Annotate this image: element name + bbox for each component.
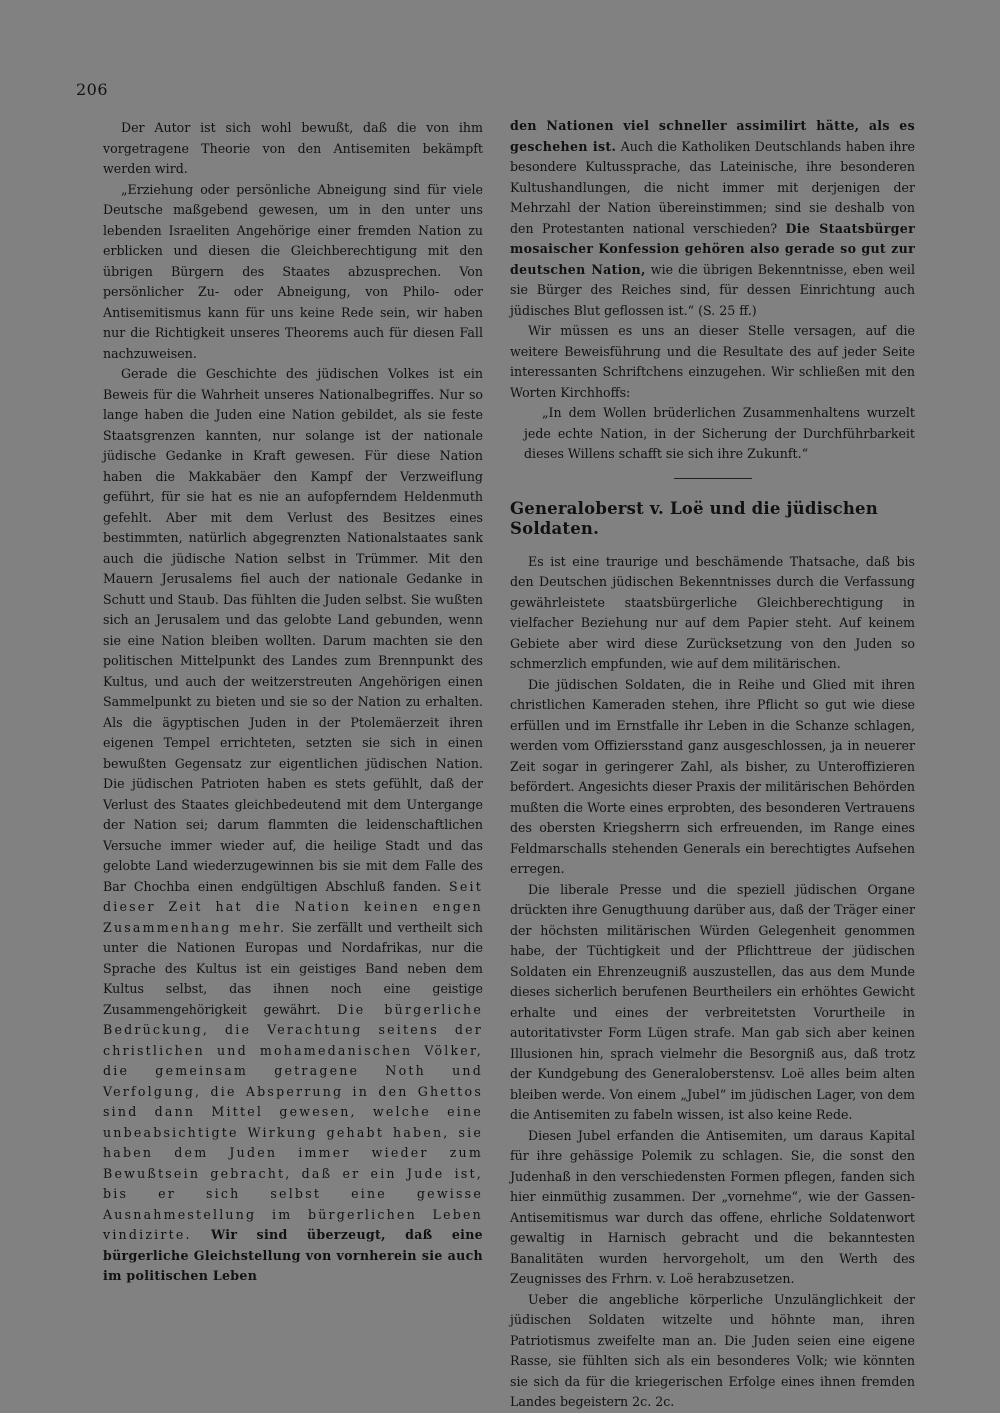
paragraph: Wir müssen es uns an dieser Stelle versagen, auf die weitere Beweisführung und die Resultate des auf jeder Seite interessanten Schriftchens einzugehen. Wir schließen mit den Worten Kirchhoffs: [510, 323, 915, 400]
paragraph-text: Gerade die Geschichte des jüdischen Volkes ist ein Beweis für die Wahrheit unseres Nationalbegriffes. Nur so lange haben die Juden eine Nation gebildet, als sie feste Staatsgrenzen kannten, nur solange ist der nationale jüdische Gedanke in Kraft gewesen. Für diese Nation haben die Makkabäer den Kampf der Verzweiflung geführt, für sie hat es nie an aufopferndem Heldenmuth gefehlt. Aber mit dem Verlust des Besitzes eines bestimmten, natürlich abgegrenzten Nationalstaates sank auch die jüdische Nation selbst in Trümmer. Mit den Mauern Jerusalems fiel auch der nationale Gedanke in Schutt und Staub. Das fühlten die Juden selbst. Sie wußten sich an Jerusalem und das gelobte Land gebunden, wenn sie eine Nation bleiben wollten. Darum machten sie den politischen Mittelpunkt des Landes zum Brennpunkt des Kultus, und auch der weitzerstreuten Angehörigen einen Sammelpunkt zu bieten und sie so der Nation zu erhalten. Als die ägyptischen Juden in der Ptolemäerzeit ihren eigenen Tempel errichteten, setzten sie sich in einen bewußten Gegensatz zur eigentlichen jüdischen Nation. Die jüdischen Patrioten haben es stets gefühlt, daß der Verlust des Staates gleichbedeutend mit dem Untergange der Nation sei; darum flammten die leidenschaftlichen Versuche immer wieder auf, die heilige Stadt und das gelobte Land wiederzugewinnen bis sie mit dem Falle des Bar Chochba einen endgültigen Abschluß fanden. [103, 366, 483, 894]
paragraph: Es ist eine traurige und beschämende Thatsache, daß bis den Deutschen jüdischen Bekenntnisses durch die Verfassung gewährleistete staatsbürgerliche Gleichberechtigung in vielfacher Beziehung nur auf dem Papier steht. Auf keinem Gebiete aber wird diese Zurücksetzung von den Juden so schmerzlich empfunden, wie auf dem militärischen. [510, 553, 915, 671]
paragraph: Ueber die angebliche körperliche Unzulänglichkeit der jüdischen Soldaten witzelte und höhnte man, ihren Patriotismus zweifelte man an. Die Juden seien eine eigene Rasse, sie fühlten sich als ein besonderes Volk; wie könnten sie sich da für die kriegerischen Erfolge eines ihnen fremden Landes begeistern 2c. 2c. [510, 1291, 915, 1409]
paragraph: Die liberale Presse und die speziell jüdischen Organe drückten ihre Genugthuung darüber aus, daß der Träger einer der höchsten militärischen Würden Gelegenheit genommen habe, der Tüchtigkeit und der Pflichttreue der jüdischen Soldaten ein Ehrenzeugniß auszustellen, das aus dem Munde dieses sicherlich berufenen Beurtheilers ein erhöhtes Gewicht erhalte und eines der verbreitetsten Vorurtheile in autoritativster Form Lügen strafe. Man gab sich aber keinen Illusionen hin, sprach vielmehr die Besorgniß aus, daß trotz der Kundgebung des Generaloberstensv. Loë alles beim alten bleiben werde. Von einem „Jubel“ im jüdischen Lager, von dem die Antisemiten zu fabeln wissen, ist also keine Rede. [510, 881, 915, 1122]
page-number: 206 [76, 80, 109, 99]
block-quote: „In dem Wollen brüderlichen Zusammenhaltens wurzelt jede echte Nation, in der Sicherung der Durchführbarkeit dieses Willens schafft sie sich ihre Zukunft.“ [524, 405, 915, 461]
bold-text: Wir sind überzeugt, daß eine bürgerliche Gleichstellung von vornherein sie auch im politischen Leben [103, 1227, 483, 1283]
paragraph: „Erziehung oder persönliche Abneigung sind für viele Deutsche maßgebend gewesen, um in den unter uns lebenden Israeliten Angehörige einer fremden Nation zu erblicken und diesen die Gleichberechtigung mit den übrigen Bürgern des Staates abzusprechen. Von persönlicher Zu- oder Abneigung, von Philo- oder Antisemitismus kann für uns keine Rede sein, wir haben nur die Richtigkeit unseres Theorems auch für diesen Fall nachzuweisen. [103, 181, 483, 361]
paragraph: Diesen Jubel erfanden die Antisemiten, um daraus Kapital für ihre gehässige Polemik zu schlagen. Sie, die sonst den Judenhaß in den verschiedensten Formen pflegen, fanden sich hier einmüthig zusammen. Der „vornehme“, wie der Gassen-Antisemitismus war durch das offene, ehrliche Soldatenwort gewaltig in Harnisch gebracht und die bekanntesten Banalitäten wurden hervorgeholt, um den Werth des Zeugnisses des Frhrn. v. Loë herabzusetzen. [510, 1127, 915, 1286]
paragraph-text: Sie zerfällt und vertheilt sich unter die Nationen Europas und Nordafrikas, nur die Sprache des Kultus ist ein geistiges Band neben dem Kultus selbst, das ihnen noch eine geistige Zusammengehörigkeit gewährt. [103, 919, 483, 1017]
paragraph-text: wie die übrigen Bekenntnisse, eben weil sie Bürger des Reiches sind, für dessen Einrichtung auch jüdisches Blut geflossen ist.“ (S. 25 ff.) [510, 261, 915, 318]
bold-text: Die Staatsbürger mosaischer Konfession gehören also gerade so gut zur deutschen Nation, [510, 220, 916, 277]
bold-text: den Nationen viel schneller assimilirt hätte, als es geschehen ist. [510, 118, 915, 154]
paragraph [103, 364, 483, 1287]
section-divider [674, 478, 752, 479]
spaced-text: Die bürgerliche Bedrückung, die Verachtung seitens der christlichen und mohamedanischen Völker, die gemeinsam getragene Noth und Verfolgung, die Absperrung in den Ghettos sind dann Mittel gewesen, welche eine unbeabsichtigte Wirkung gehabt haben, sie haben dem Juden immer wieder zum Bewußtsein gebracht, daß er ein Jude ist, bis er sich selbst eine gewisse Ausnahmestellung im bürgerlichen Leben vindizirte. [103, 1001, 483, 1242]
section-heading: Generaloberst v. Loë und die jüdischen Soldaten. [510, 498, 878, 538]
paragraph: Die jüdischen Soldaten, die in Reihe und Glied mit ihren christlichen Kameraden stehen, ihre Pflicht so gut wie diese erfüllen und im Ernstfalle ihr Leben in die Schanze schlagen, werden vom Offiziersstand ganz ausgeschlossen, ja in neuerer Zeit sogar in geringerer Zahl, als bisher, zu Unteroffizieren befördert. Angesichts dieser Praxis der militärischen Behörden mußten die Worte eines erprobten, des besonderen Vertrauens des obersten Kriegsherrn sich erfreuenden, im Range eines Feldmarschalls stehenden Generals ein berechtigtes Aufsehen erregen. [510, 676, 915, 876]
left-column [103, 118, 483, 1287]
paragraph-text: Auch die Katholiken Deutschlands haben ihre besondere Kultussprache, das Lateinische, ihre besonderen Kultushandlungen, die nicht immer mit derjenigen der Mehrzahl der Nation übereinstimmen; sind sie deshalb von den Protestanten national verschieden? [510, 138, 915, 236]
right-column [510, 116, 915, 1413]
paragraph: Der Autor ist sich wohl bewußt, daß die von ihm vorgetragene Theorie von den Antisemiten bekämpft werden wird. [103, 120, 483, 176]
paragraph [510, 116, 915, 321]
spaced-text: Seit dieser Zeit hat die Nation keinen engen Zusammenhang mehr. [103, 878, 483, 935]
